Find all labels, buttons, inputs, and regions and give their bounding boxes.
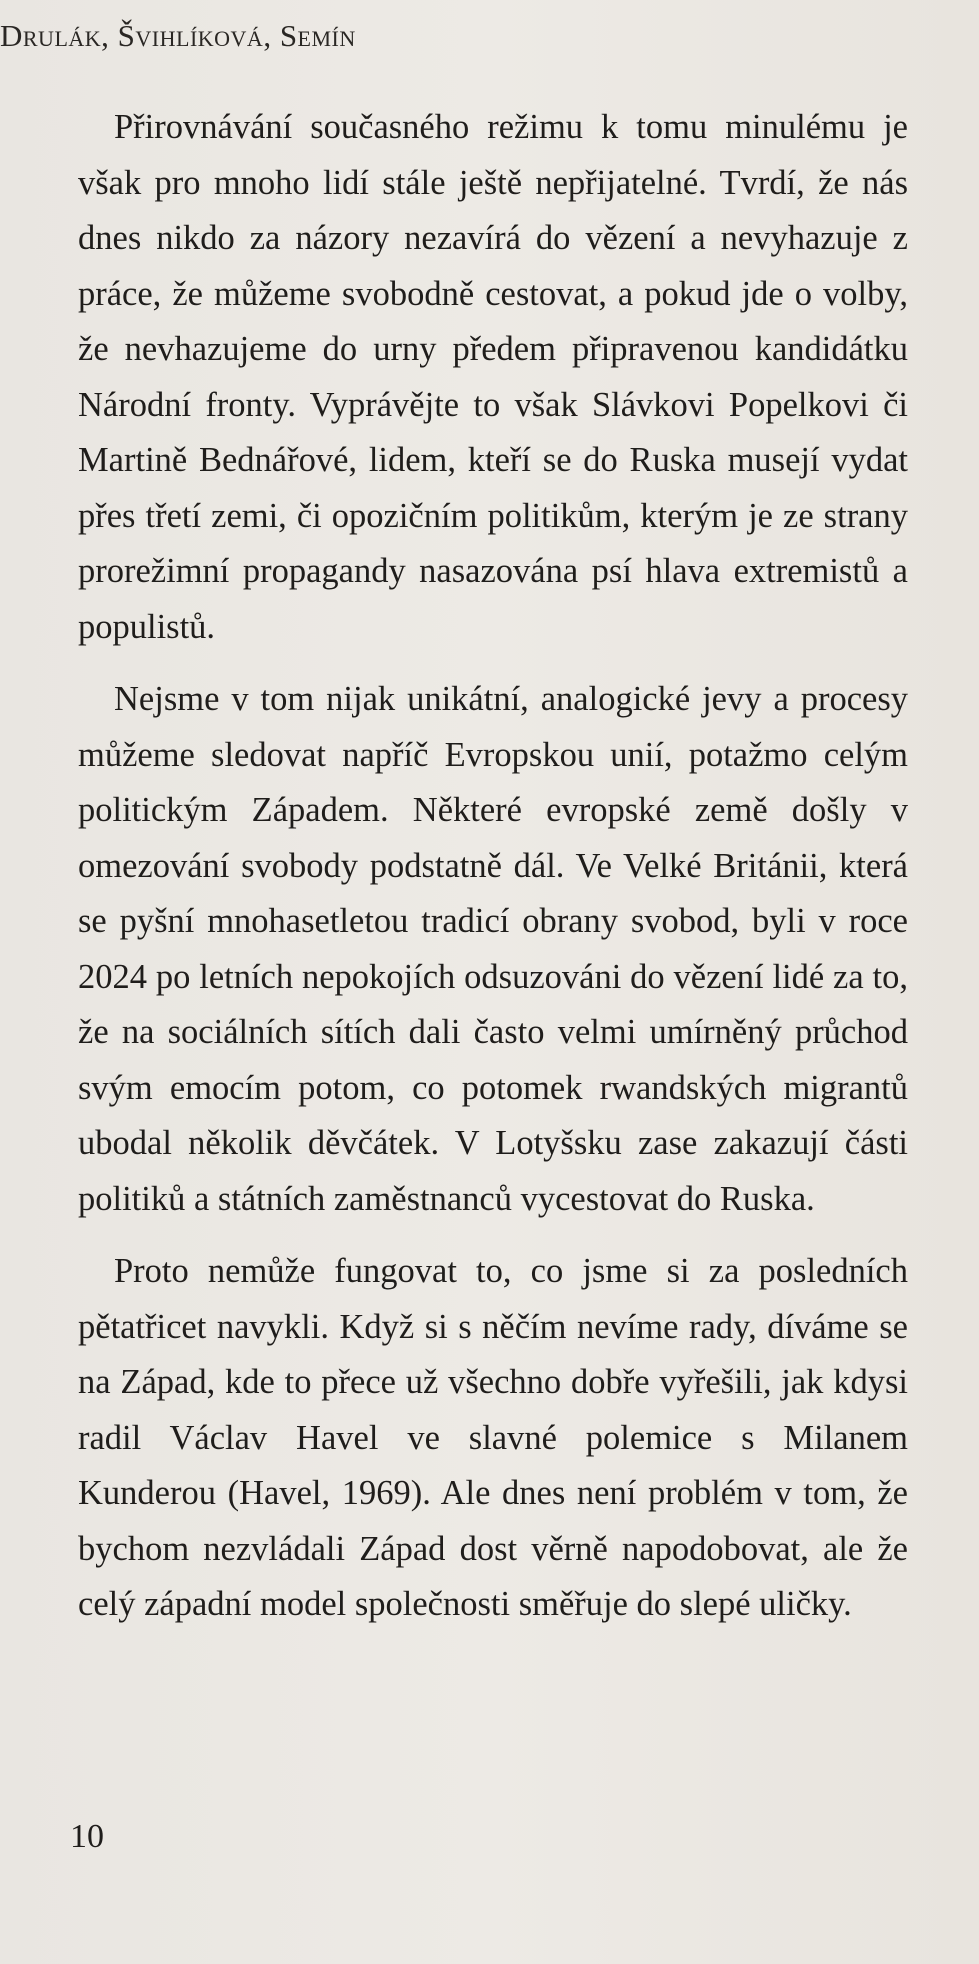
page-number: 10 [70,1818,104,1855]
body-text [78,100,908,1650]
running-head: Drulák, Švihlíková, Semín [0,18,356,53]
paragraph: Nejsme v tom nijak unikátní, analogické jevy a procesy můžeme sledovat napříč Evropskou unií, potažmo celým politickým Západem. Některé evropské země došly v omezování svobody podstatně dál. Ve Velké Británii, která se pyšní mnohasetletou tradicí obrany svobod, byli v roce 2024 po letních nepokojích odsuzováni do vězení lidé za to, že na sociálních sítích dali často velmi umírněný průchod svým emocím potom, co potomek rwandských migrantů ubodal několik děvčátek. V Lotyšsku zase zakazují části politiků a státních zaměstnanců vycestovat do Ruska. [78,680,908,1218]
paragraph: Proto nemůže fungovat to, co jsme si za posledních pětatřicet navykli. Když si s něčím nevíme rady, díváme se na Západ, kde to přece už všechno dobře vyřešili, jak kdysi radil Václav Havel ve slavné polemice s Milanem Kunderou (Havel, 1969). Ale dnes není problém v tom, že bychom nezvládali Západ dost věrně napodobovat, ale že celý západní model společnosti směřuje do slepé uličky. [78,1252,908,1623]
paragraph: Přirovnávání současného režimu k tomu minulému je však pro mnoho lidí stále ještě nepřijatelné. Tvrdí, že nás dnes nikdo za názory nezavírá do vězení a nevyhazuje z práce, že můžeme svobodně cestovat, a pokud jde o volby, že nevhazujeme do urny předem připravenou kandidátku Národní fronty. Vyprávějte to však Slávkovi Popelkovi či Martině Bednářové, lidem, kteří se do Ruska musejí vydat přes třetí zemi, či opozičním politikům, kterým je ze strany prorežimní propagandy nasazována psí hlava extremistů a populistů. [78,108,908,646]
